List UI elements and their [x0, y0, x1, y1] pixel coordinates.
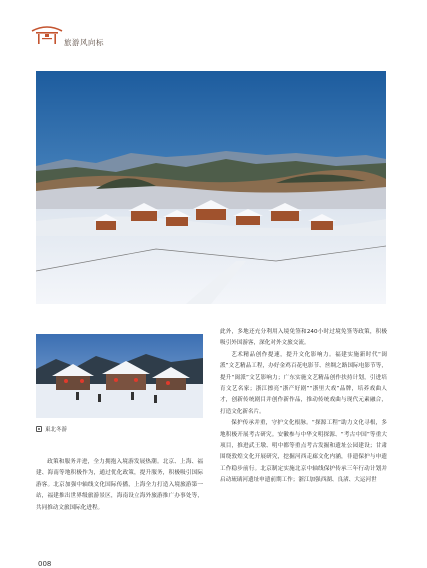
left-text-column — [36, 457, 203, 514]
pavilion-logo-icon — [31, 24, 63, 46]
paragraph: 保护传承并重，守护文化根脉。“探源工程”助力文化寻根，多地积极开展考古研究。安徽参与中华文明探源、“考古中国”等重大项目，推进武王墩、明中都等重点考古发掘和遗址公园建设；甘肃围绕敦煌文化开展研究，挖掘河西走廊文化内涵，非遗保护与申遗工作稳步前行。北京制定实施北京中轴线保护传承三年行动计划并启动琉璃河遗址申遗前期工作；浙江加强西湖、良渚、大运河世 — [220, 420, 387, 484]
photo-caption-text: 東北冬游 — [45, 427, 68, 433]
page-number: 008 — [38, 560, 52, 568]
snow-town-lantern-photo — [36, 334, 203, 418]
paragraph: 政策和服务并进，全力拥抱入境游发展热潮。北京、上海、福建、海南等地积极作为，通过优化政策，提升服务，积极吸引国际游客。北京加强中轴线文化国际传播，上海全力打造入境旅游第一站，福建推出世界级旅游景区，海南设立海外旅游推广办事处等，共同推动文旅国际化进程。 — [36, 459, 203, 511]
right-text-column — [220, 327, 387, 487]
paragraph: 艺术精品创作提速，提升文化影响力。福建实施新时代“闽派”文艺精品工程，办好金鸡百花电影节、丝绸之路国际电影节等，提升“闽派”文艺影响力；广东实施文艺精品创作扶持计划，引进培育文艺名家；浙江擦亮“浙产好剧”“浙里大戏”品牌，培养戏曲人才，创新传统剧目并创作新作品，推动传统戏曲与现代元素融合，打造文化新名片。 — [220, 351, 387, 415]
snowy-mountain-village-photo — [36, 71, 386, 304]
camera-icon — [36, 426, 42, 432]
section-label: 旅游风向标 — [64, 38, 104, 47]
paragraph: 此外，多地还充分利用入境免签和240小时过境免签等政策，积极吸引外国游客，深化对外文旅交流。 — [220, 329, 387, 347]
photo-caption — [36, 425, 67, 433]
